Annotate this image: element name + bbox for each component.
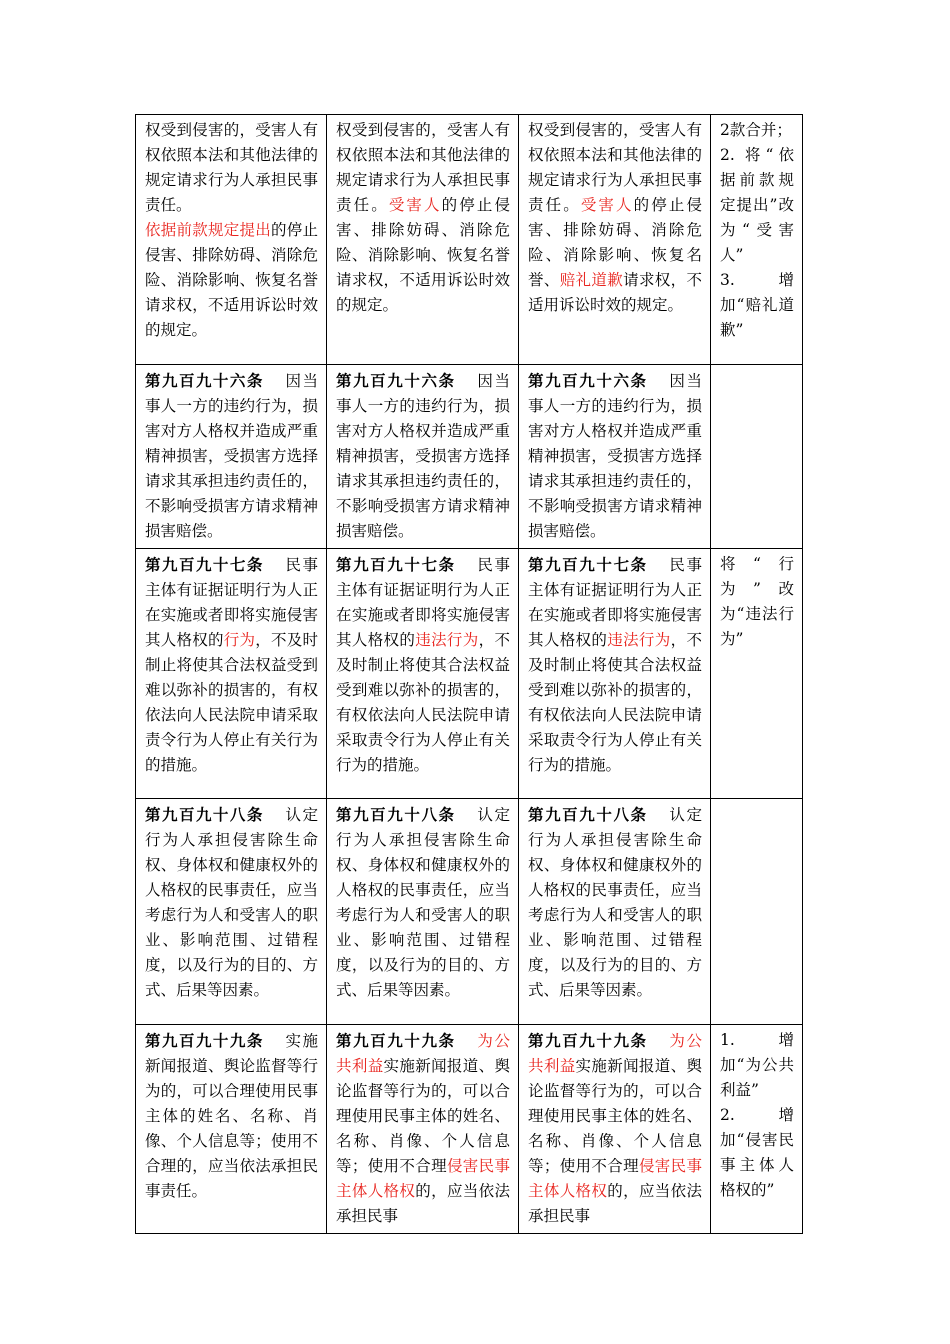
draft-text-cell: [327, 799, 519, 1025]
article-number: 第九百九十六条: [528, 371, 648, 390]
change-note-cell: [711, 115, 803, 365]
table-row: [136, 365, 803, 549]
change-note-cell: [711, 799, 803, 1025]
final-text-cell: [519, 1025, 711, 1234]
text-run: 的，应当依法承担民事: [528, 1182, 702, 1225]
text-run: 2. 增加“侵害民事主体人格权的”: [720, 1106, 794, 1199]
original-text-cell: [136, 799, 327, 1025]
text-run: ，不及时制止将使其合法权益受到难以弥补的损害的，有权依法向人民法院申请采取责令行为人停止有关行为的措施。: [528, 631, 702, 774]
table-row: [136, 1025, 803, 1234]
text-run: 认定行为人承担侵害除生命权、身体权和健康权外的人格权的民事责任，应当考虑行为人和受害人的职业、影响范围、过错程度，以及行为的目的、方式、后果等因素。: [145, 806, 318, 999]
text-run: 3. 增加“赔礼道歉”: [720, 271, 794, 339]
text-run: 权受到侵害的，受害人有权依照本法和其他法律的规定请求行为人承担民事责任。: [145, 121, 318, 214]
text-run: 因当事人一方的违约行为，损害对方人格权并造成严重精神损害，受损害方选择请求其承担违约责任的，不影响受损害方请求精神损害赔偿。: [145, 372, 318, 540]
text-run: 民事主体有证据证明行为人正在实施或者即将实施侵害其人格权的: [336, 556, 510, 649]
text-run: 将“行为”改为“违法行为”: [720, 555, 794, 648]
table-row: [136, 115, 803, 365]
table-row: [136, 799, 803, 1025]
article-number: 第九百九十八条: [336, 805, 456, 824]
text-run: 因当事人一方的违约行为，损害对方人格权并造成严重精神损害，受损害方选择请求其承担违约责任的，不影响受损害方请求精神损害赔偿。: [528, 372, 702, 540]
text-run: 2. 将“依据前款规定提出”改为“受害人”: [720, 146, 794, 264]
article-number: 第九百九十九条: [145, 1031, 264, 1050]
text-run: 民事主体有证据证明行为人正在实施或者即将实施侵害其人格权的: [528, 556, 702, 649]
revised-text: 侵害民事主体人格权: [528, 1157, 702, 1200]
text-run: 的停止侵害、排除妨碍、消除危险、消除影响、恢复名誉、: [528, 196, 702, 289]
article-number: 第九百九十七条: [145, 555, 264, 574]
text-run: 2款合并；: [720, 121, 792, 139]
original-text-cell: [136, 1025, 327, 1234]
draft-text-cell: [327, 1025, 519, 1234]
text-run: ，不及时制止将使其合法权益受到难以弥补的损害的，有权依法向人民法院申请采取责令行为人停止有关行为的措施。: [336, 631, 510, 774]
final-text-cell: [519, 549, 711, 799]
original-text-cell: [136, 365, 327, 549]
article-number: 第九百九十九条: [528, 1031, 648, 1050]
text-run: 实施新闻报道、舆论监督等行为的，可以合理使用民事主体的姓名、名称、肖像、个人信息等；使用不合理的，应当依法承担民事责任。: [145, 1032, 318, 1200]
final-text-cell: [519, 799, 711, 1025]
text-run: 实施新闻报道、舆论监督等行为的，可以合理使用民事主体的姓名、名称、肖像、个人信息等；使用不合理: [336, 1057, 510, 1175]
revised-text: 违法行为: [607, 631, 671, 649]
revised-text: 受害人: [388, 196, 442, 214]
article-number: 第九百九十八条: [145, 805, 264, 824]
revised-text: 违法行为: [415, 631, 479, 649]
final-text-cell: [519, 115, 711, 365]
article-number: 第九百九十七条: [528, 555, 648, 574]
text-run: 的停止侵害、排除妨碍、消除危险、消除影响、恢复名誉请求权，不适用诉讼时效的规定。: [336, 196, 510, 314]
original-text-cell: [136, 549, 327, 799]
revised-text: 为公共利益: [528, 1032, 702, 1075]
text-run: 权受到侵害的，受害人有权依照本法和其他法律的规定请求行为人承担民事责任。: [336, 121, 510, 214]
text-run: 认定行为人承担侵害除生命权、身体权和健康权外的人格权的民事责任，应当考虑行为人和受害人的职业、影响范围、过错程度，以及行为的目的、方式、后果等因素。: [528, 806, 702, 999]
article-number: 第九百九十八条: [528, 805, 648, 824]
text-run: 实施新闻报道、舆论监督等行为的，可以合理使用民事主体的姓名、名称、肖像、个人信息等；使用不合理: [528, 1057, 702, 1175]
text-run: 民事主体有证据证明行为人正在实施或者即将实施侵害其人格权的: [145, 556, 318, 649]
original-text-cell: [136, 115, 327, 365]
revised-text: 行为: [223, 631, 256, 649]
text-run: 1. 增加“为公共利益”: [720, 1031, 794, 1099]
change-note-cell: [711, 549, 803, 799]
text-run: ，不及时制止将使其合法权益受到难以弥补的损害的，有权依法向人民法院申请采取责令行为人停止有关行为的措施。: [145, 631, 318, 774]
final-text-cell: [519, 365, 711, 549]
revised-text: 受害人: [580, 196, 634, 214]
text-run: 因当事人一方的违约行为，损害对方人格权并造成严重精神损害，受损害方选择请求其承担违约责任的，不影响受损害方请求精神损害赔偿。: [336, 372, 510, 540]
change-note-cell: [711, 365, 803, 549]
draft-text-cell: [327, 115, 519, 365]
revised-text: 赔礼道歉: [559, 271, 624, 289]
text-run: 的停止侵害、排除妨碍、消除危险、消除影响、恢复名誉请求权，不适用诉讼时效的规定。: [145, 221, 318, 339]
comparison-table: [135, 114, 803, 1234]
revised-text: 侵害民事主体人格权: [336, 1157, 510, 1200]
article-number: 第九百九十七条: [336, 555, 456, 574]
revised-text: 为公共利益: [336, 1032, 510, 1075]
text-run: 认定行为人承担侵害除生命权、身体权和健康权外的人格权的民事责任，应当考虑行为人和受害人的职业、影响范围、过错程度，以及行为的目的、方式、后果等因素。: [336, 806, 510, 999]
article-number: 第九百九十六条: [145, 371, 264, 390]
text-run: 的，应当依法承担民事: [336, 1182, 510, 1225]
text-run: 请求权，不适用诉讼时效的规定。: [528, 271, 702, 314]
text-run: 权受到侵害的，受害人有权依照本法和其他法律的规定请求行为人承担民事责任。: [528, 121, 702, 214]
revised-text: 依据前款规定提出: [145, 221, 271, 239]
change-note-cell: [711, 1025, 803, 1234]
draft-text-cell: [327, 549, 519, 799]
article-number: 第九百九十六条: [336, 371, 456, 390]
article-number: 第九百九十九条: [336, 1031, 456, 1050]
draft-text-cell: [327, 365, 519, 549]
table-row: [136, 549, 803, 799]
